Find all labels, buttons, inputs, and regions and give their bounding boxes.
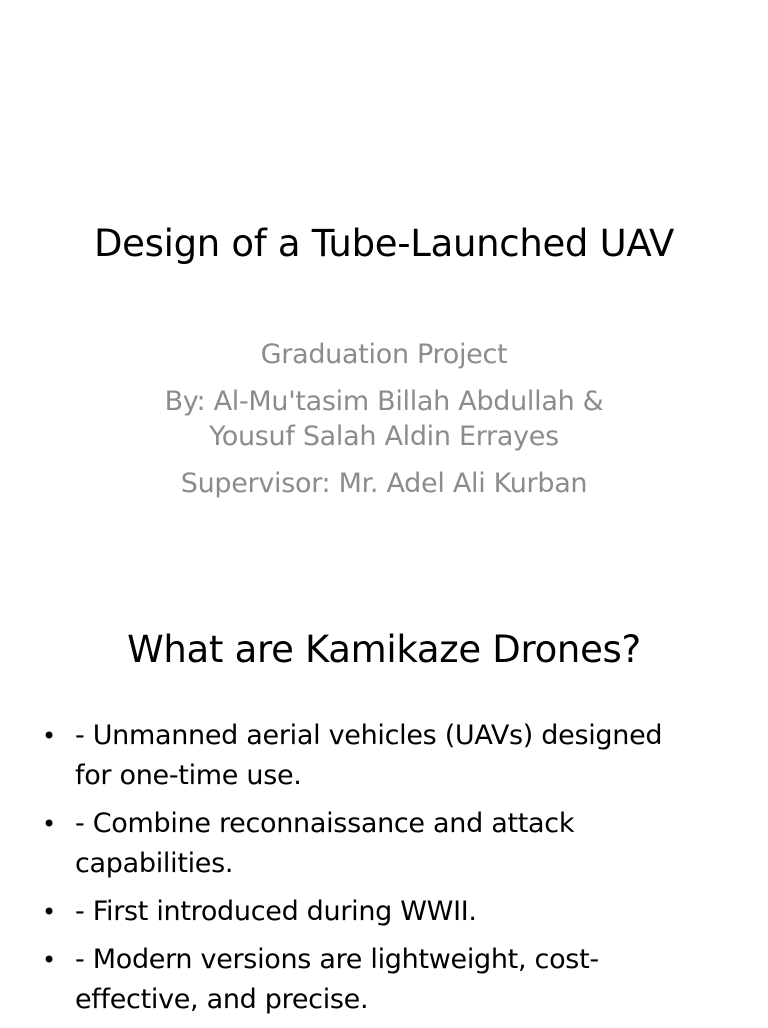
subtitle-line: Graduation Project	[260, 339, 508, 370]
bullet-icon: •	[42, 898, 56, 926]
list-item	[42, 716, 702, 796]
bullet-icon: •	[42, 946, 56, 974]
subtitle-line: Supervisor: Mr. Adel Ali Kurban	[180, 468, 588, 499]
bullet-icon: •	[42, 722, 56, 750]
slide-title: Design of a Tube-Launched UAV	[93, 222, 675, 265]
bullet-text: - First introduced during WWII.	[75, 896, 477, 927]
subtitle-line: Yousuf Salah Aldin Errayes	[209, 421, 559, 452]
bullet-list	[42, 716, 702, 1028]
list-item	[42, 804, 702, 884]
bullet-text: - Modern versions are lightweight, cost-effective, and precise.	[75, 944, 599, 1015]
slide-title: What are Kamikaze Drones?	[127, 628, 641, 671]
content-slide	[0, 576, 768, 1024]
list-item	[42, 892, 702, 932]
slide-subtitle	[0, 334, 768, 504]
list-item	[42, 940, 702, 1020]
bullet-icon: •	[42, 810, 56, 838]
bullet-text: - Unmanned aerial vehicles (UAVs) designed for one-time use.	[75, 720, 663, 791]
subtitle-line: By: Al-Mu'tasim Billah Abdullah &	[164, 386, 604, 417]
bullet-text: - Combine reconnaissance and attack capabilities.	[75, 808, 575, 879]
